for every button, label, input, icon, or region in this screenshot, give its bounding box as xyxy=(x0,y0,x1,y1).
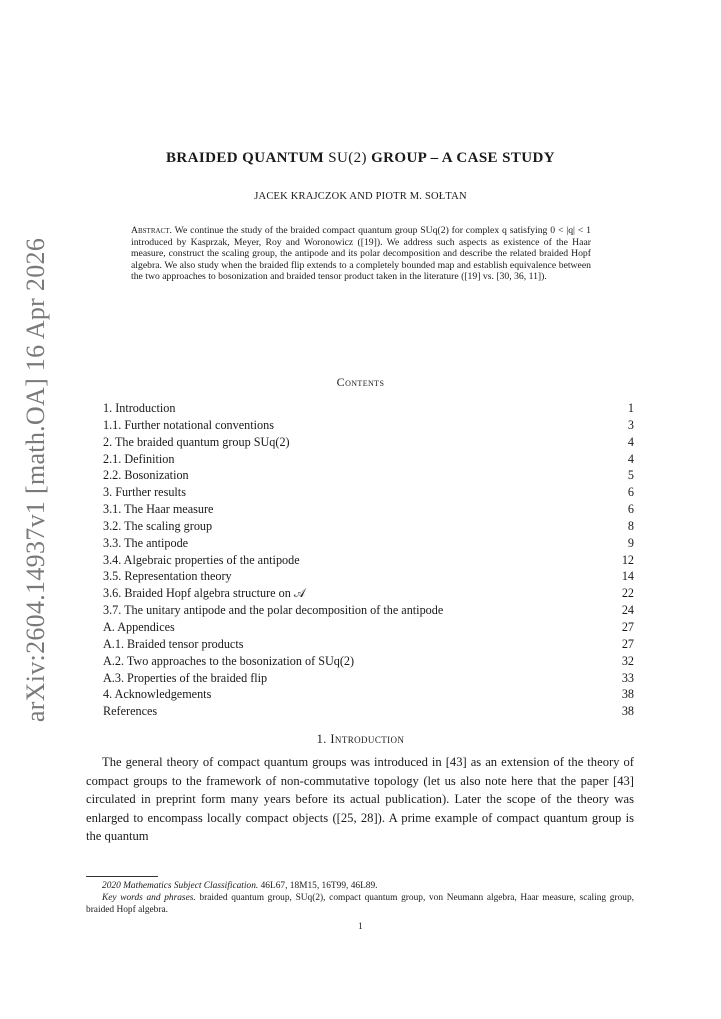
footnote-rule xyxy=(86,876,158,877)
toc-entry-page: 1 xyxy=(627,401,634,415)
toc-entry-label: References xyxy=(103,704,158,719)
paper-authors: JACEK KRAJCZOK AND PIOTR M. SOŁTAN xyxy=(254,191,467,202)
paper-title xyxy=(0,150,721,167)
toc-entry-label: 3.5. Representation theory xyxy=(103,569,232,584)
toc-entry[interactable] xyxy=(103,434,634,451)
toc-entry[interactable] xyxy=(103,686,634,703)
toc-entry-page: 4 xyxy=(627,451,634,466)
toc-entry-label: 2. The braided quantum group SUq(2) xyxy=(103,434,290,449)
footnotes xyxy=(86,880,634,917)
toc-entry-page: 9 xyxy=(627,535,634,550)
table-of-contents xyxy=(103,400,634,720)
section-heading-introduction: 1. Introduction xyxy=(316,732,405,746)
toc-entry-label: 3.1. The Haar measure xyxy=(103,502,214,517)
title-part-2: GROUP – A CASE STUDY xyxy=(366,150,555,166)
msc-codes: 46L67, 18M15, 16T99, 46L89. xyxy=(258,881,378,891)
toc-entry[interactable] xyxy=(103,467,634,484)
toc-entry-page: 5 xyxy=(627,468,634,483)
toc-entry[interactable] xyxy=(103,585,634,602)
keywords-text: braided quantum group, SUq(2), compact quantum group, von Neumann algebra, Haar measure, scaling group, braided Hopf algebra. xyxy=(86,893,634,916)
toc-entry-label: 3.7. The unitary antipode and the polar decomposition of the antipode xyxy=(103,603,444,618)
toc-entry-page: 6 xyxy=(627,502,634,517)
toc-entry[interactable] xyxy=(103,552,634,569)
toc-entry[interactable] xyxy=(103,653,634,670)
toc-entry-page: 24 xyxy=(621,603,634,618)
introduction-paragraph: The general theory of compact quantum groups was introduced in [43] as an extension of the theory of compact groups to the framework of non-commutative topology (let us also note here that the paper [43] circulated in preprint form many years before its actual publication). Later the scope of the theory was enlarged to encompass locally compact objects ([25, 28]). A prime example of compact quantum group is the quantum xyxy=(86,755,634,844)
toc-entry[interactable] xyxy=(103,602,634,619)
toc-entry[interactable] xyxy=(103,400,634,417)
toc-entry[interactable] xyxy=(103,501,634,518)
toc-entry-page: 33 xyxy=(621,670,634,685)
toc-entry-page: 6 xyxy=(627,485,634,500)
toc-entry-label: 1.1. Further notational conventions xyxy=(103,417,274,432)
arxiv-identifier: arXiv:2604.14937v1 [math.OA] 16 Apr 2026 xyxy=(21,237,50,723)
toc-entry[interactable] xyxy=(103,636,634,653)
toc-entry-page: 38 xyxy=(621,687,634,702)
toc-entry-label: A. Appendices xyxy=(103,619,175,634)
toc-entry-label: 2.1. Definition xyxy=(103,451,175,466)
toc-entry[interactable] xyxy=(103,451,634,468)
toc-entry[interactable] xyxy=(103,670,634,687)
keywords-label: Key words and phrases. xyxy=(102,893,196,904)
title-su: SU(2) xyxy=(328,150,367,166)
keywords-footnote xyxy=(86,892,634,916)
toc-entry-page: 4 xyxy=(627,434,634,449)
toc-entry[interactable] xyxy=(103,568,634,585)
msc-label: 2020 Mathematics Subject Classification. xyxy=(102,881,259,891)
toc-entry-label: 3.2. The scaling group xyxy=(103,518,213,533)
toc-entry[interactable] xyxy=(103,535,634,552)
toc-entry-label: 3. Further results xyxy=(103,485,186,500)
page-number: 1 xyxy=(358,922,363,932)
toc-entry[interactable] xyxy=(103,484,634,501)
toc-entry-page: 22 xyxy=(621,586,634,601)
toc-entry-label: A.2. Two approaches to the bosonization of SUq(2) xyxy=(103,653,355,668)
toc-entry[interactable] xyxy=(103,417,634,434)
toc-entry-label: 2.2. Bosonization xyxy=(103,468,189,483)
toc-entry-label: A.1. Braided tensor products xyxy=(103,636,244,651)
toc-entry[interactable] xyxy=(103,518,634,535)
toc-entry-page: 27 xyxy=(621,619,634,634)
toc-entry-page: 8 xyxy=(627,518,634,533)
toc-entry-page: 32 xyxy=(621,653,634,668)
toc-entry-label: 4. Acknowledgements xyxy=(103,687,212,702)
toc-entry-label: A.3. Properties of the braided flip xyxy=(103,670,268,685)
contents-heading: Contents xyxy=(336,375,385,389)
toc-entry-label: 1. Introduction xyxy=(103,401,176,415)
toc-entry-label: 3.6. Braided Hopf algebra structure on 𝒜 xyxy=(103,586,306,601)
toc-entry-page: 27 xyxy=(621,636,634,651)
abstract-text: We continue the study of the braided compact quantum group SUq(2) for complex q satisfying 0 < |q| < 1 introduced by Kasprzak, Meyer, Roy and Woronowicz ([19]). We address such aspects as existence of the Haar measure, construct the scaling group, the antipode and its polar decomposition and describe the related braided Hopf algebra. We also study when the braided flip extends to a completely bounded map and establish equivalence between the two approaches to bosonization and braided tensor product taken in the literature ([19] vs. [30, 36, 11]). xyxy=(131,225,591,283)
toc-entry-label: 3.3. The antipode xyxy=(103,535,189,550)
toc-entry-page: 12 xyxy=(621,552,634,567)
toc-entry[interactable] xyxy=(103,703,634,720)
abstract-heading: Abstract. xyxy=(131,225,172,236)
toc-entry[interactable] xyxy=(103,619,634,636)
toc-entry-page: 3 xyxy=(627,417,634,432)
msc-footnote xyxy=(86,880,634,892)
toc-entry-label: 3.4. Algebraic properties of the antipode xyxy=(103,552,300,567)
toc-entry-page: 14 xyxy=(621,569,634,584)
toc-entry-page: 38 xyxy=(621,704,634,719)
title-part-1: BRAIDED QUANTUM xyxy=(166,150,329,166)
arxiv-sidebar-stamp xyxy=(16,237,56,723)
abstract xyxy=(131,225,591,283)
